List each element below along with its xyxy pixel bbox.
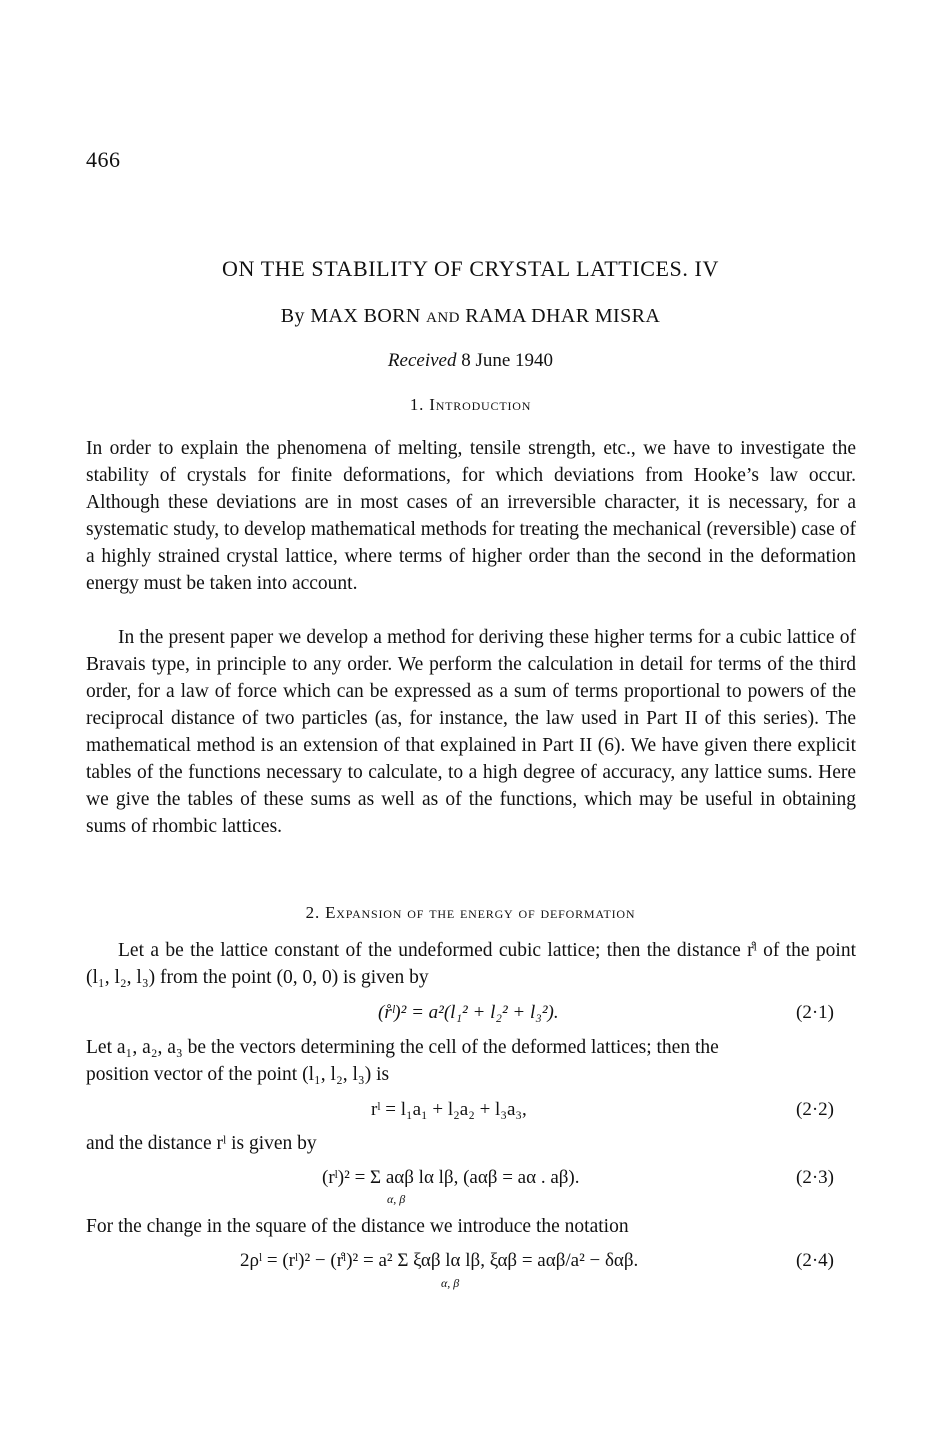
text-line-b: position vector of the point (l₁, l₂, l₃) is (86, 1064, 390, 1085)
text-line-a: Let a₁, a₂, a₃ be the vectors determining the cell of the deformed lattices; then the (86, 1037, 719, 1058)
equation-2-3-subscript: α, β (387, 1192, 406, 1206)
equation-2-3: (rˡ)² = Σ aαβ lα lβ, (aαβ = aα . aβ). (322, 1167, 580, 1188)
section-1-title: Introduction (429, 395, 532, 414)
received-date: 8 June 1940 (461, 350, 554, 371)
equation-2-2-number: (2·2) (796, 1099, 834, 1120)
paragraph-2: In the present paper we develop a method for deriving these higher terms for a cubic lattice of Bravais type, in principle to any order. We perform the calculation in detail for terms of the third order, for a law of force which can be expressed as a sum of terms proportional to powers of the reciprocal distance of two particles (as, for instance, the law used in Part II of this series). The mathematical method is an extension of that explained in Part II (6). We have given there explicit tables of the functions necessary to calculate, to a high degree of accuracy, any lattice sums. Here we give the tables of these sums as well as of the functions, which may be useful in obtaining sums of rhombic lattices. (86, 627, 856, 837)
byline (0, 305, 941, 328)
byline-by: By (280, 305, 305, 327)
section-1-number: 1. (409, 395, 425, 414)
section-2-number: 2. (305, 903, 320, 922)
paragraph-3: Let a be the lattice constant of the undeformed cubic lattice; then the distance r̊ˡ of the point (l₁, l₂, l₃) from the point (0, 0, 0) is given by (86, 940, 856, 988)
text-line-c: and the distance rˡ is given by (86, 1133, 317, 1154)
equation-2-1-number: (2·1) (796, 1002, 834, 1023)
author-2: RAMA DHAR MISRA (465, 305, 661, 327)
paper-title: ON THE STABILITY OF CRYSTAL LATTICES. IV (222, 256, 719, 281)
page-number: 466 (86, 147, 121, 172)
equation-2-4: 2ρˡ = (rˡ)² − (r̊ˡ)² = a² Σ ξαβ lα lβ, ξαβ = aαβ/a² − δαβ. (240, 1250, 639, 1271)
section-2-heading (0, 903, 941, 923)
paragraph-1: In order to explain the phenomena of melting, tensile strength, etc., we have to investigate the stability of crystals for finite deformations, for which deviations from Hooke’s law occur. Although these deviations are in most cases of an irreversible character, it is necessary, for a systematic study, to develop mathematical methods for treating the mechanical (reversible) case of a highly strained crystal lattice, where terms of higher order than the second in the deformation energy must be taken into account. (86, 438, 856, 594)
section-2-title: Expansion of the energy of deformation (325, 903, 636, 922)
received-label: Received (387, 350, 457, 371)
byline-and: AND (426, 310, 460, 326)
equation-2-4-number: (2·4) (796, 1250, 834, 1271)
equation-2-2: rˡ = l₁a₁ + l₂a₂ + l₃a₃, (371, 1099, 527, 1120)
received-line (0, 350, 941, 372)
text-line-d: For the change in the square of the distance we introduce the notation (86, 1216, 629, 1237)
author-1: MAX BORN (310, 305, 421, 327)
equation-2-4-subscript: α, β (441, 1276, 460, 1290)
section-1-heading (0, 395, 941, 415)
equation-2-3-number: (2·3) (796, 1167, 834, 1188)
equation-2-1: (r̊ˡ)² = a²(l₁² + l₂² + l₃²). (378, 1002, 559, 1023)
